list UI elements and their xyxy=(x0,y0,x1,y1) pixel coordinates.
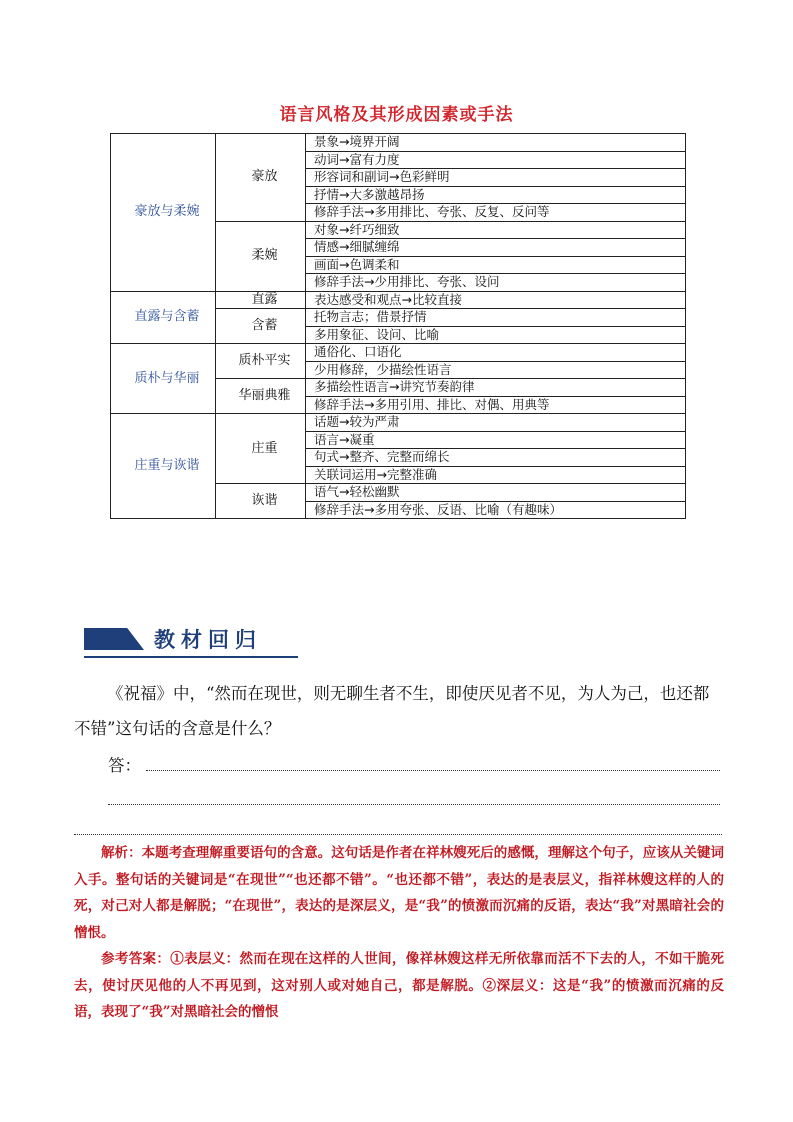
analysis-text: 解析：本题考查理解重要语句的含意。这句话是作者在祥林嫂死后的感慨，理解这个句子，应该从关键词入手。整句话的关键词是“在现世”“也还都不错”。“也还都不错”，表达的是表层义，指祥林嫂这样的人的死，对己对人都是解脱；“在现世”，表达的是深层义，是“我”的愤激而沉痛的反语，表达“我”对黑暗社会的憎恨。 xyxy=(74,845,724,941)
style-feature-cell: 话题→较为严肃 xyxy=(306,414,686,432)
style-subtype-cell: 柔婉 xyxy=(216,221,306,291)
answer-line[interactable] xyxy=(146,770,720,771)
table-row xyxy=(111,134,686,152)
style-feature-cell: 修辞手法→多用夸张、反语、比喻（有趣味） xyxy=(306,501,686,519)
section-heading-label: 教材回归 xyxy=(154,627,262,652)
answer-line[interactable] xyxy=(108,804,720,805)
style-feature-cell: 对象→纤巧细致 xyxy=(306,221,686,239)
answer-label: 答： xyxy=(108,756,141,775)
style-feature-cell: 修辞手法→多用排比、夸张、反复、反问等 xyxy=(306,204,686,222)
heading-bar-decoration xyxy=(84,628,144,650)
style-subtype-cell: 诙谐 xyxy=(216,484,306,519)
divider-dotted xyxy=(74,834,722,835)
style-feature-cell: 画面→色调柔和 xyxy=(306,256,686,274)
style-feature-cell: 关联词运用→完整准确 xyxy=(306,466,686,484)
style-feature-cell: 景象→境界开阔 xyxy=(306,134,686,152)
style-subtype-cell: 质朴平实 xyxy=(216,344,306,379)
style-feature-cell: 少用修辞，少描绘性语言 xyxy=(306,361,686,379)
style-subtype-cell: 华丽典雅 xyxy=(216,379,306,414)
style-feature-cell: 句式→整齐、完整而绵长 xyxy=(306,449,686,467)
style-category-cell: 庄重与诙谐 xyxy=(111,414,216,519)
question-text: 《祝福》中，“然而在现世，则无聊生者不生，即使厌见者不见，为人为己，也还都不错”这句话的含意是什么？ xyxy=(74,684,710,738)
table-row xyxy=(111,414,686,432)
style-feature-cell: 抒情→大多激越昂扬 xyxy=(306,186,686,204)
style-category-cell: 质朴与华丽 xyxy=(111,344,216,414)
style-subtype-cell: 直露 xyxy=(216,291,306,309)
style-feature-cell: 通俗化、口语化 xyxy=(306,344,686,362)
style-feature-cell: 动词→富有力度 xyxy=(306,151,686,169)
style-feature-cell: 情感→细腻缠绵 xyxy=(306,239,686,257)
style-feature-cell: 形容词和副词→色彩鲜明 xyxy=(306,169,686,187)
style-feature-cell: 语言→凝重 xyxy=(306,431,686,449)
section-heading xyxy=(84,622,298,660)
page-title: 语言风格及其形成因素或手法 xyxy=(279,105,514,125)
style-feature-cell: 多用象征、设问、比喻 xyxy=(306,326,686,344)
style-feature-cell: 托物言志；借景抒情 xyxy=(306,309,686,327)
table-row xyxy=(111,291,686,309)
language-style-table xyxy=(110,133,686,519)
heading-underline xyxy=(84,656,298,658)
style-feature-cell: 表达感受和观点→比较直接 xyxy=(306,291,686,309)
style-category-cell: 豪放与柔婉 xyxy=(111,134,216,292)
style-feature-cell: 多描绘性语言→讲究节奏韵律 xyxy=(306,379,686,397)
reference-answer-text: 参考答案：①表层义：然而在现在这样的人世间，像祥林嫂这样无所依靠而活不下去的人，不如干脆死去，使讨厌见他的人不再见到，这对别人或对她自己，都是解脱。②深层义：这是“我”的愤激而沉痛的反语，表现了“我”对黑暗社会的憎恨 xyxy=(74,951,724,1020)
style-category-cell: 直露与含蓄 xyxy=(111,291,216,344)
style-subtype-cell: 庄重 xyxy=(216,414,306,484)
style-subtype-cell: 含蓄 xyxy=(216,309,306,344)
style-subtype-cell: 豪放 xyxy=(216,134,306,222)
style-feature-cell: 语气→轻松幽默 xyxy=(306,484,686,502)
style-feature-cell: 修辞手法→多用引用、排比、对偶、用典等 xyxy=(306,396,686,414)
table-row xyxy=(111,344,686,362)
style-feature-cell: 修辞手法→少用排比、夸张、设问 xyxy=(306,274,686,292)
